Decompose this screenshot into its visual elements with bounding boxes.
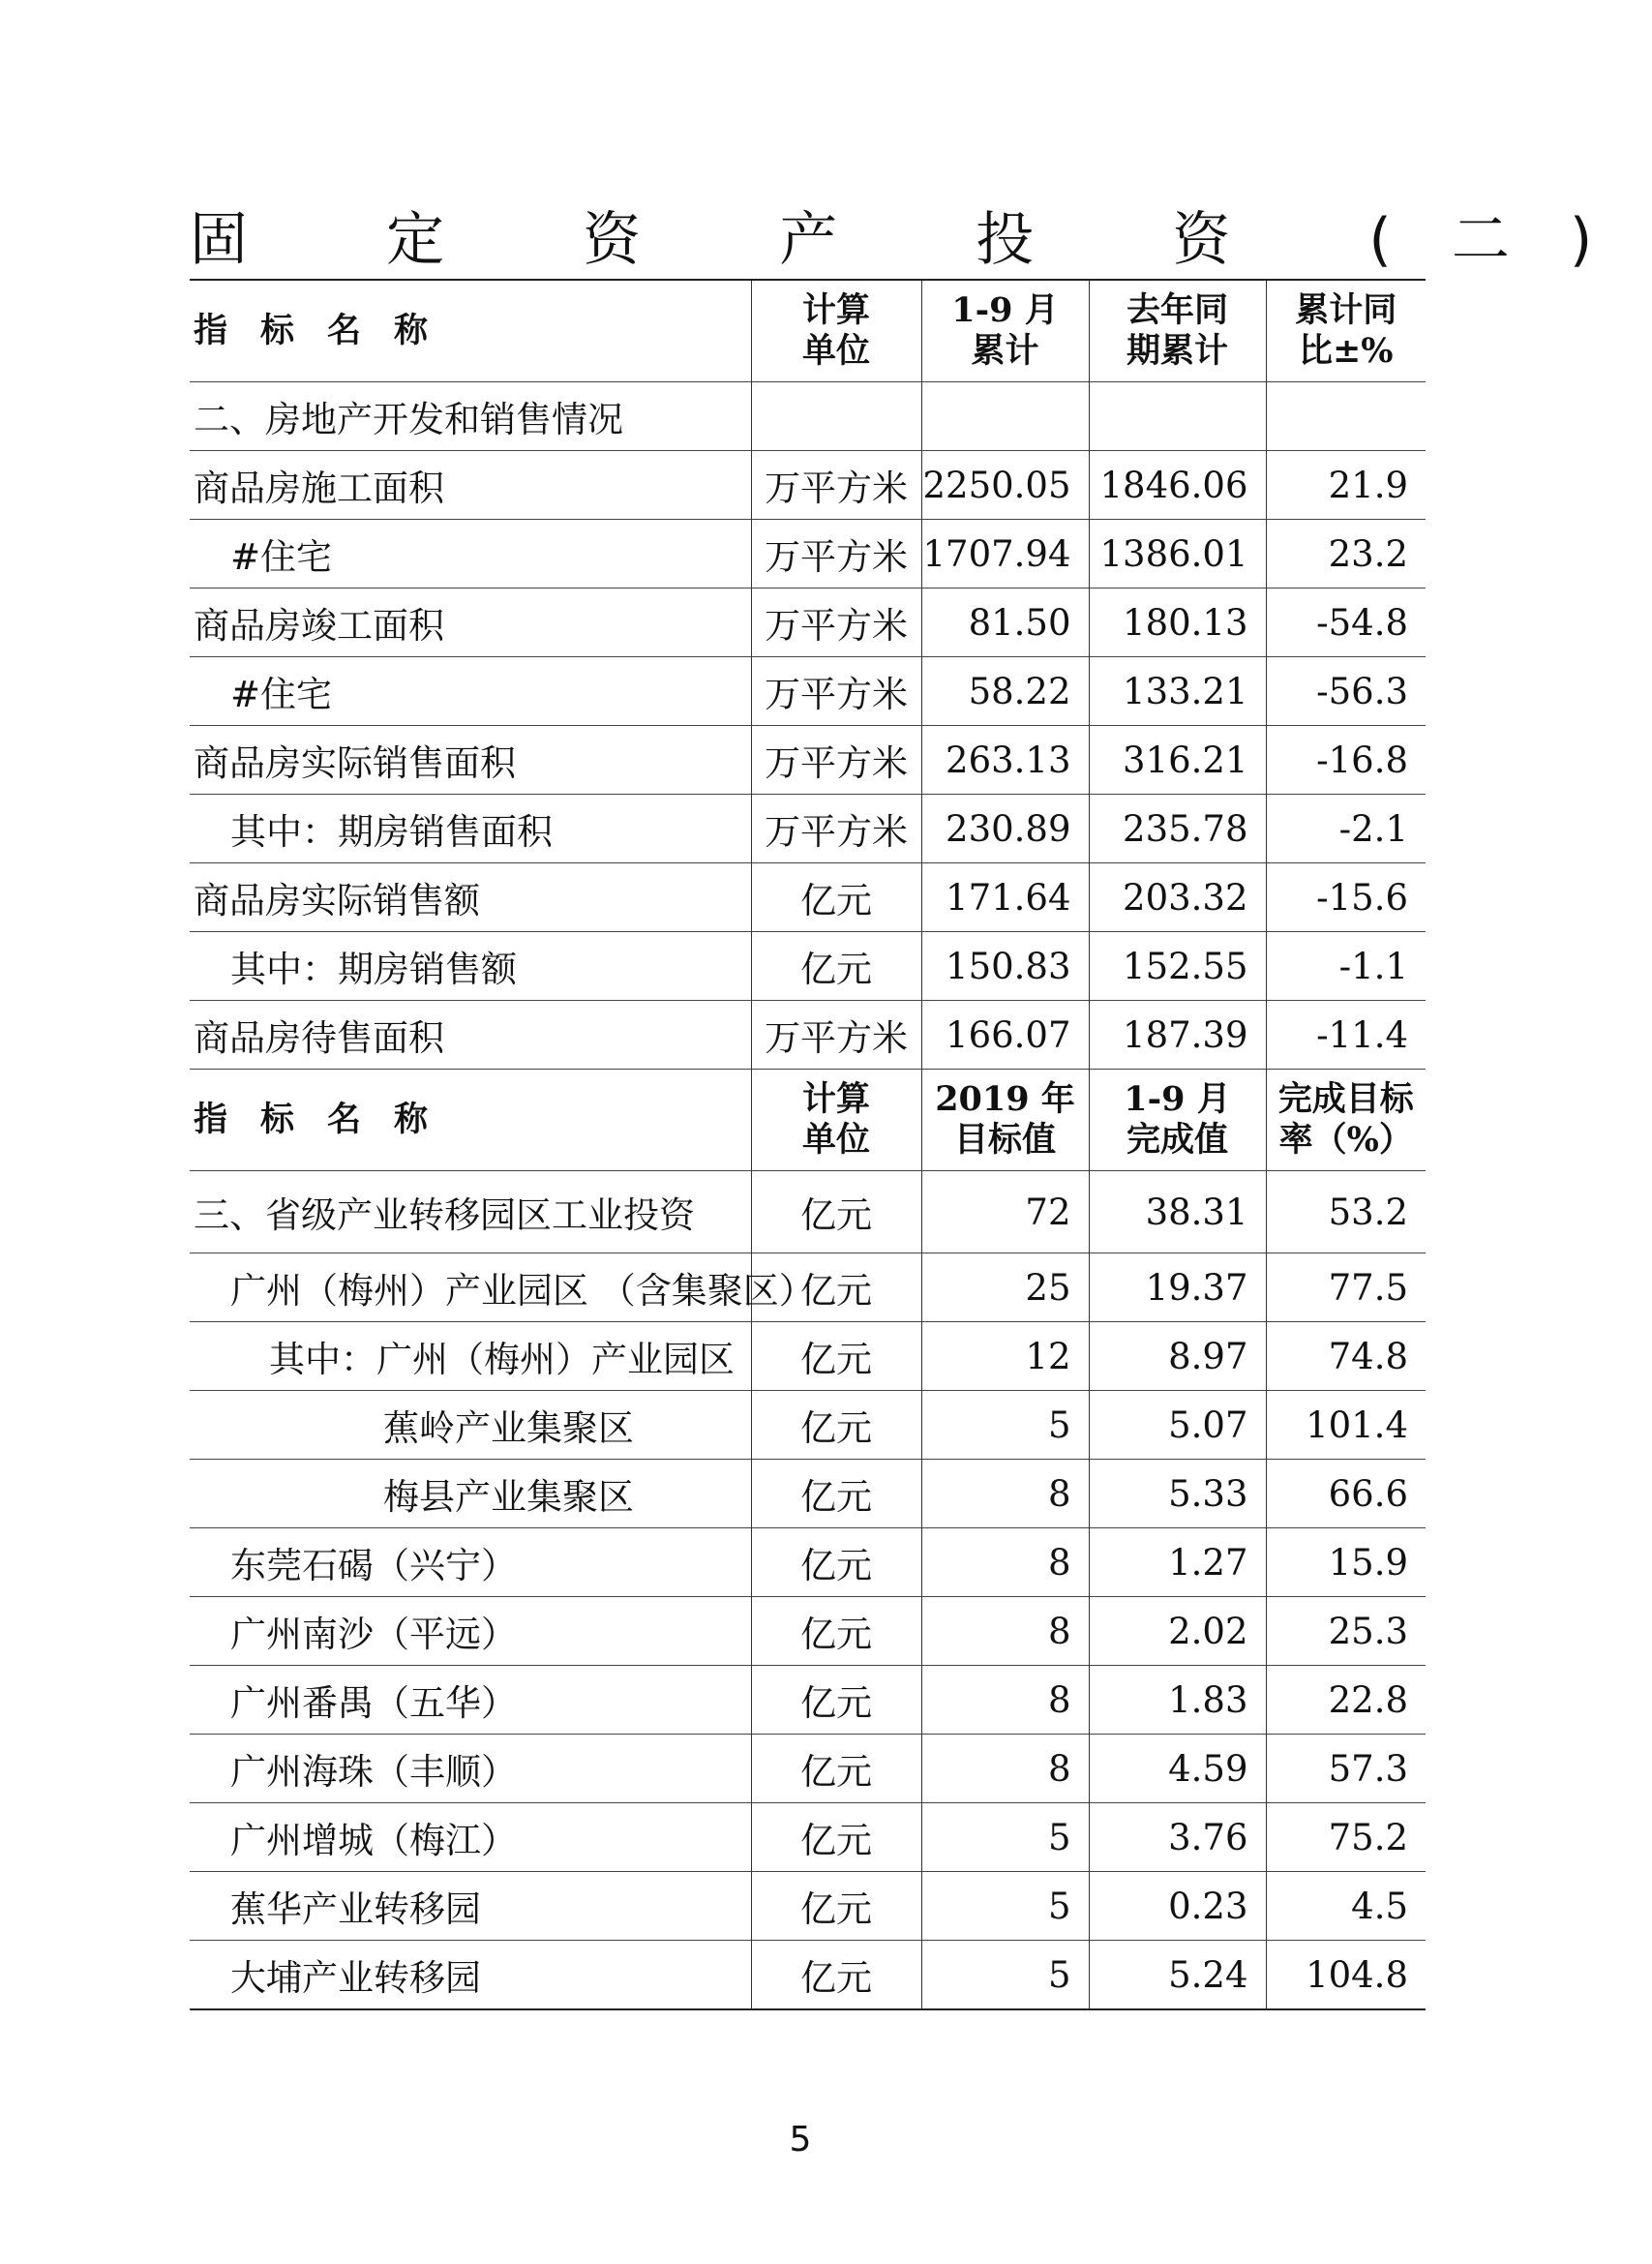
table-row (190, 1666, 1426, 1735)
value-cell (1089, 382, 1266, 451)
header-target: 2019 年 目标值 (921, 1070, 1089, 1171)
unit-cell: 亿元 (751, 1253, 921, 1322)
value-cell: 1386.01 (1089, 520, 1266, 589)
value-cell: 150.83 (921, 932, 1089, 1001)
unit-cell: 万平方米 (751, 657, 921, 726)
value-cell: -1.1 (1266, 932, 1426, 1001)
indicator-name: 蕉岭产业集聚区 (190, 1391, 751, 1460)
value-cell: 5 (921, 1872, 1089, 1941)
value-cell: 8 (921, 1666, 1089, 1735)
value-cell (921, 382, 1089, 451)
unit-cell (751, 382, 921, 451)
table-body (190, 280, 1426, 2009)
value-cell: 15.9 (1266, 1528, 1426, 1597)
indicator-name: 广州海珠（丰顺） (190, 1735, 751, 1803)
unit-cell: 亿元 (751, 1941, 921, 2010)
value-cell (1266, 382, 1426, 451)
header-indicator-name: 指标名称 (190, 1070, 751, 1171)
header-growth: 累计同 比±% (1266, 280, 1426, 382)
indicator-name: 广州南沙（平远） (190, 1597, 751, 1666)
statistics-table (190, 279, 1426, 2010)
unit-cell: 万平方米 (751, 1001, 921, 1070)
header-completed: 1-9 月 完成值 (1089, 1070, 1266, 1171)
indicator-name: 东莞石碣（兴宁） (190, 1528, 751, 1597)
table-row (190, 863, 1426, 932)
table-row (190, 1001, 1426, 1070)
unit-cell: 亿元 (751, 1528, 921, 1597)
value-cell: 5.07 (1089, 1391, 1266, 1460)
value-cell: 2250.05 (921, 451, 1089, 520)
indicator-name: 商品房施工面积 (190, 451, 751, 520)
indicator-name: #住宅 (190, 657, 751, 726)
unit-cell: 亿元 (751, 1171, 921, 1253)
table-row (190, 932, 1426, 1001)
indicator-name: 梅县产业集聚区 (190, 1460, 751, 1528)
unit-cell: 亿元 (751, 1735, 921, 1803)
value-cell: -2.1 (1266, 795, 1426, 863)
value-cell: 4.59 (1089, 1735, 1266, 1803)
value-cell: 5 (921, 1941, 1089, 2010)
header-last-year: 去年同 期累计 (1089, 280, 1266, 382)
indicator-name: 二、房地产开发和销售情况 (190, 382, 751, 451)
indicator-name: 广州番禺（五华） (190, 1666, 751, 1735)
table-row (190, 1391, 1426, 1460)
indicator-name: 商品房实际销售面积 (190, 726, 751, 795)
value-cell: 1707.94 (921, 520, 1089, 589)
table-row (190, 1803, 1426, 1872)
value-cell: 8 (921, 1528, 1089, 1597)
table-row (190, 520, 1426, 589)
indicator-name: #住宅 (190, 520, 751, 589)
value-cell: 5 (921, 1391, 1089, 1460)
table-row (190, 1735, 1426, 1803)
value-cell: 8.97 (1089, 1322, 1266, 1391)
value-cell: 8 (921, 1597, 1089, 1666)
table-row (190, 657, 1426, 726)
value-cell: 8 (921, 1735, 1089, 1803)
value-cell: 57.3 (1266, 1735, 1426, 1803)
value-cell: 22.8 (1266, 1666, 1426, 1735)
value-cell: 5.24 (1089, 1941, 1266, 2010)
unit-cell: 亿元 (751, 863, 921, 932)
value-cell: 8 (921, 1460, 1089, 1528)
indicator-name: 其中：期房销售面积 (190, 795, 751, 863)
page-title: 固 定 资 产 投 资 (二) (190, 206, 1652, 274)
indicator-name: 广州增城（梅江） (190, 1803, 751, 1872)
unit-cell: 亿元 (751, 932, 921, 1001)
value-cell: 25.3 (1266, 1597, 1426, 1666)
table-row (190, 1528, 1426, 1597)
value-cell: 53.2 (1266, 1171, 1426, 1253)
value-cell: 58.22 (921, 657, 1089, 726)
table-row (190, 795, 1426, 863)
value-cell: 38.31 (1089, 1171, 1266, 1253)
value-cell: 5 (921, 1803, 1089, 1872)
value-cell: 187.39 (1089, 1001, 1266, 1070)
value-cell: 5.33 (1089, 1460, 1266, 1528)
value-cell: 3.76 (1089, 1803, 1266, 1872)
value-cell: 74.8 (1266, 1322, 1426, 1391)
table-row (190, 382, 1426, 451)
table-row (190, 1597, 1426, 1666)
table-row (190, 1322, 1426, 1391)
header-row-2 (190, 1070, 1426, 1171)
table-row (190, 1941, 1426, 2010)
unit-cell: 万平方米 (751, 589, 921, 657)
header-indicator-name: 指标名称 (190, 280, 751, 382)
value-cell: 81.50 (921, 589, 1089, 657)
header-ytd: 1-9 月 累计 (921, 280, 1089, 382)
value-cell: -54.8 (1266, 589, 1426, 657)
unit-cell: 亿元 (751, 1597, 921, 1666)
value-cell: 72 (921, 1171, 1089, 1253)
indicator-name: 其中：期房销售额 (190, 932, 751, 1001)
table-row (190, 1171, 1426, 1253)
unit-cell: 万平方米 (751, 520, 921, 589)
table-row (190, 1253, 1426, 1322)
value-cell: 0.23 (1089, 1872, 1266, 1941)
value-cell: 1.83 (1089, 1666, 1266, 1735)
indicator-name: 商品房实际销售额 (190, 863, 751, 932)
value-cell: 4.5 (1266, 1872, 1426, 1941)
value-cell: 2.02 (1089, 1597, 1266, 1666)
indicator-name: 三、省级产业转移园区工业投资 (190, 1171, 751, 1253)
table-row (190, 589, 1426, 657)
indicator-name: 其中：广州（梅州）产业园区 (190, 1322, 751, 1391)
indicator-name: 商品房待售面积 (190, 1001, 751, 1070)
indicator-name: 蕉华产业转移园 (190, 1872, 751, 1941)
unit-cell: 万平方米 (751, 795, 921, 863)
unit-cell: 亿元 (751, 1666, 921, 1735)
value-cell: 77.5 (1266, 1253, 1426, 1322)
value-cell: -15.6 (1266, 863, 1426, 932)
value-cell: 25 (921, 1253, 1089, 1322)
table-row (190, 451, 1426, 520)
value-cell: 1.27 (1089, 1528, 1266, 1597)
unit-cell: 亿元 (751, 1391, 921, 1460)
unit-cell: 亿元 (751, 1322, 921, 1391)
value-cell: 263.13 (921, 726, 1089, 795)
value-cell: 203.32 (1089, 863, 1266, 932)
value-cell: 235.78 (1089, 795, 1266, 863)
table-row (190, 1872, 1426, 1941)
header-unit: 计算 单位 (751, 280, 921, 382)
value-cell: 316.21 (1089, 726, 1266, 795)
table-row (190, 1460, 1426, 1528)
value-cell: 23.2 (1266, 520, 1426, 589)
unit-cell: 万平方米 (751, 726, 921, 795)
value-cell: 180.13 (1089, 589, 1266, 657)
value-cell: 133.21 (1089, 657, 1266, 726)
value-cell: 66.6 (1266, 1460, 1426, 1528)
value-cell: -11.4 (1266, 1001, 1426, 1070)
indicator-name: 大埔产业转移园 (190, 1941, 751, 2010)
value-cell: -16.8 (1266, 726, 1426, 795)
unit-cell: 万平方米 (751, 451, 921, 520)
unit-cell: 亿元 (751, 1872, 921, 1941)
value-cell: 171.64 (921, 863, 1089, 932)
value-cell: 152.55 (1089, 932, 1266, 1001)
indicator-name: 商品房竣工面积 (190, 589, 751, 657)
page-number: 5 (789, 2120, 812, 2159)
value-cell: 1846.06 (1089, 451, 1266, 520)
value-cell: 230.89 (921, 795, 1089, 863)
header-row-1 (190, 280, 1426, 382)
unit-cell: 亿元 (751, 1803, 921, 1872)
value-cell: 12 (921, 1322, 1089, 1391)
value-cell: 166.07 (921, 1001, 1089, 1070)
header-unit: 计算 单位 (751, 1070, 921, 1171)
value-cell: 101.4 (1266, 1391, 1426, 1460)
value-cell: 104.8 (1266, 1941, 1426, 2010)
value-cell: -56.3 (1266, 657, 1426, 726)
table-row (190, 726, 1426, 795)
header-completion-rate: 完成目标 率（%） (1266, 1070, 1426, 1171)
unit-cell: 亿元 (751, 1460, 921, 1528)
value-cell: 75.2 (1266, 1803, 1426, 1872)
value-cell: 21.9 (1266, 451, 1426, 520)
indicator-name: 广州（梅州）产业园区 （含集聚区） (190, 1253, 751, 1322)
value-cell: 19.37 (1089, 1253, 1266, 1322)
